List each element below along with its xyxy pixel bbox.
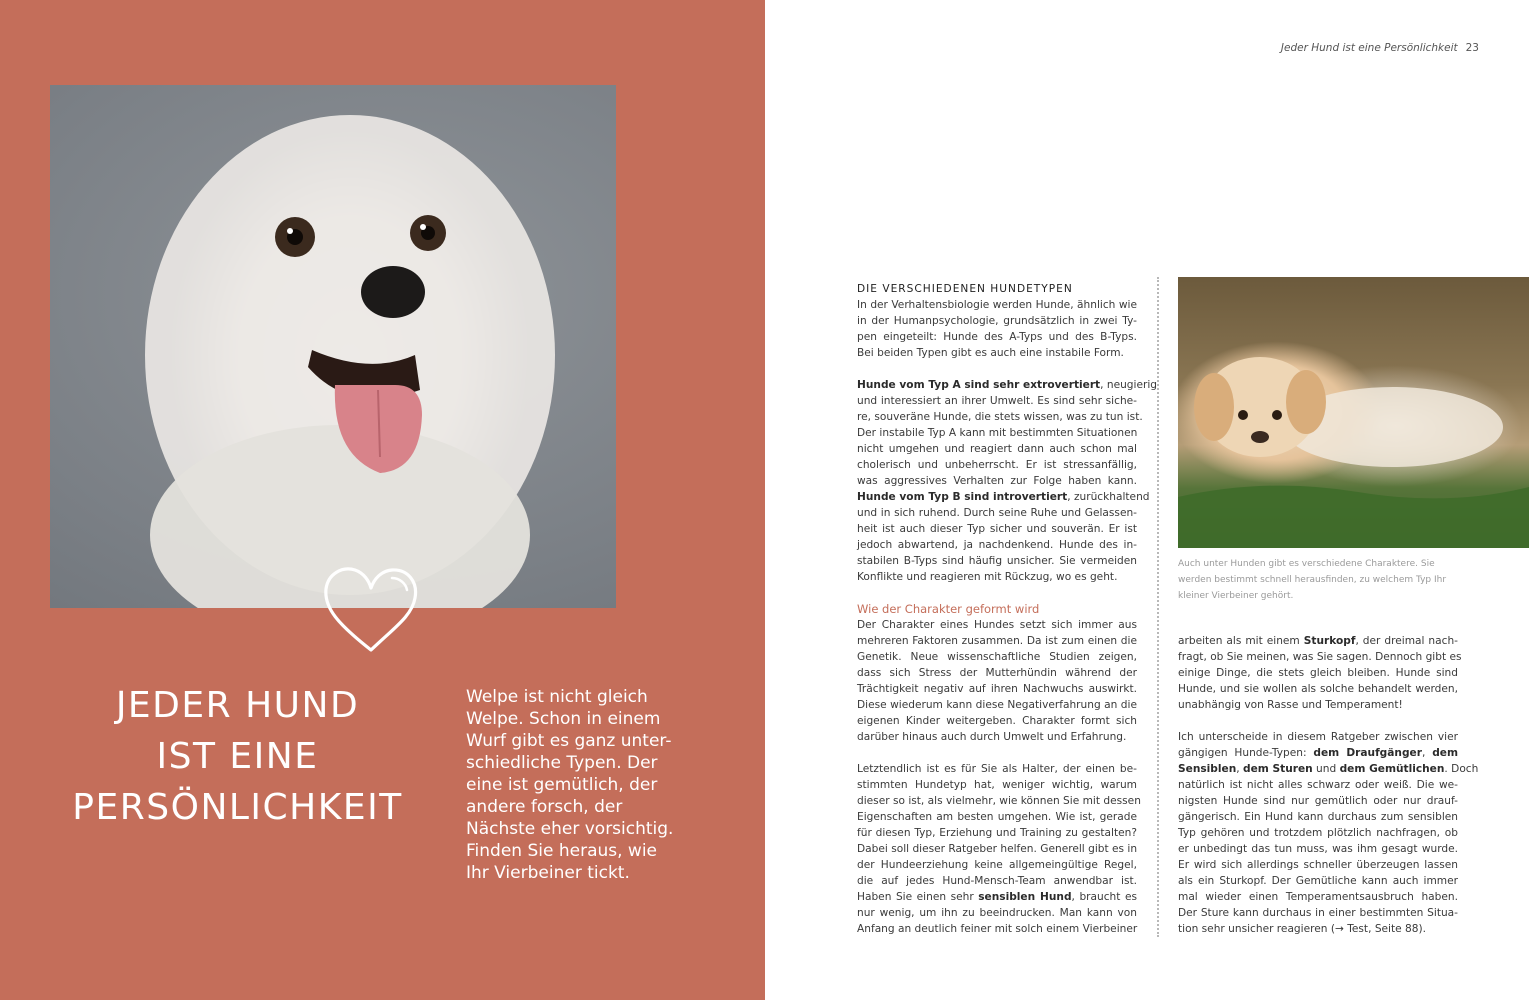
text-line: nur wenig, um ihn zu beeindrucken. Man kann von [857,907,1137,919]
bold-term: Sensiblen [1178,763,1237,775]
subheading: Wie der Charakter geformt wird [857,602,1040,616]
text-line: Letztendlich ist es für Sie als Halter, der einen be- [857,763,1137,775]
text-fragment: und [1312,763,1340,775]
text-line [1178,745,1458,761]
text-line: natürlich ist nicht alles schwarz oder weiß. Die we- [1178,779,1458,791]
text-line: Eigenschaften am besten umgehen. Wie ist, gerade [857,811,1137,823]
text-line: tion sehr unsicher reagieren (→ Test, Seite 88). [1178,923,1427,935]
puppy-face-icon [1178,277,1529,548]
text-line: die auf jedes Hund-Mensch-Team anwendbar ist. [857,875,1137,887]
text-line: für diesen Typ, Erziehung und Training zu gestalten? [857,827,1137,839]
running-header-title: Jeder Hund ist eine Persönlichkeit [1280,42,1458,54]
text-line [857,377,1158,393]
text-line: dieser so ist, als vielmehr, wie können Sie mit dessen [857,795,1141,807]
text-line: mehreren Faktoren zusammen. Da ist zum einen die [857,635,1137,647]
text-line: was aggressives Verhalten zur Folge haben kann. [857,475,1137,487]
text-line: dass sich Stress der Mutterhündin während der [857,667,1137,679]
bold-term: dem Draufgänger [1313,747,1422,759]
headline-line: JEDER HUND [115,685,360,726]
text-fragment: , [1236,763,1243,775]
intro-line: eine ist gemütlich, der [466,775,658,795]
text-line: er unbedingt das tun muss, was ihm gesagt wurde. [1178,843,1458,855]
intro-text [466,686,696,884]
text-line [857,489,1150,505]
text-line: stimmten Hundetyp hat, weniger wichtig, warum [857,779,1137,791]
intro-line: Finden Sie heraus, wie [466,841,658,861]
headline-line: PERSÖNLICHKEIT [72,787,403,828]
bold-term: Hunde vom Typ B sind introvertiert [857,491,1068,503]
intro-line: andere forsch, der [466,797,623,817]
text-line: stabilen B-Typs sind häufig unsicher. Sie vermeiden [857,555,1137,567]
text-line: und interessiert an ihrer Umwelt. Es sind sehr siche- [857,395,1137,407]
text-fragment: , neugierig [1100,379,1158,391]
bold-term: dem Gemütlichen [1339,763,1445,775]
text-line: re, souveräne Hunde, die stets wissen, was zu tun ist. [857,411,1143,423]
text-line: als ein Sturkopf. Der Gemütliche kann auch immer [1178,875,1458,887]
text-line: gängerisch. Ein Hund kann durchaus zum sensiblen [1178,811,1458,823]
text-line: in der Humanpsychologie, grundsätzlich in zwei Ty- [857,315,1137,327]
right-page [765,0,1529,1000]
text-line: Ich unterscheide in diesem Ratgeber zwischen vier [1178,731,1458,743]
text-line [1178,633,1458,649]
bold-term: dem Sturen [1243,763,1313,775]
text-line: Hunde, und sie wollen als solche behandelt werden, [1178,683,1458,695]
text-fragment: arbeiten als mit einem [1178,635,1304,647]
intro-line: schiedliche Typen. Der [466,753,658,773]
text-column-left [857,281,1158,937]
dotted-column-divider [1157,277,1159,937]
dog-face-icon [50,85,616,608]
section-title: DIE VERSCHIEDENEN HUNDETYPEN [857,283,1073,295]
bold-term: Hunde vom Typ A sind sehr extrovertiert [857,379,1101,391]
text-line: Der instabile Typ A kann mit bestimmten Situationen [857,427,1138,439]
intro-line: Ihr Vierbeiner tickt. [466,863,630,883]
photo-caption [1178,556,1478,604]
page-number: 23 [1465,42,1479,54]
bold-term: sensiblen Hund [978,891,1072,903]
text-line: jedoch abwartend, ja nachdenkend. Hunde des in- [857,539,1137,551]
text-line: Bei beiden Typen gibt es auch eine instabile Form. [857,347,1124,359]
text-line: mal wieder einen Temperamentsausbruch haben. [1178,891,1458,903]
text-fragment: gängigen Hunde-Typen: [1178,747,1314,759]
caption-line: werden bestimmt schnell herausfinden, zu welchem Typ Ihr [1178,575,1447,585]
text-line: Genetik. Neue wissenschaftliche Studien zeigen, [857,651,1137,663]
text-line: Der Charakter eines Hundes setzt sich immer aus [857,619,1137,631]
text-line: unabhängig von Rasse und Temperament! [1178,699,1403,711]
text-line: In der Verhaltensbiologie werden Hunde, ähnlich wie [857,299,1137,311]
intro-line: Wurf gibt es ganz unter- [466,731,672,751]
headline-line: IST EINE [156,736,319,777]
caption-line: kleiner Vierbeiner gehört. [1178,591,1294,601]
heart-icon [318,562,424,654]
text-fragment: Haben Sie einen sehr [857,891,979,903]
text-line: Dabei soll dieser Ratgeber helfen. Generell gibt es in [857,843,1138,855]
puppy-photo [1178,277,1529,548]
text-line: pen eingeteilt: Hunde des A-Typs und des B-Typs. [857,331,1137,343]
text-fragment: , [1421,747,1433,759]
text-line: Typ gehören und trotzdem plötzlich nachfragen, ob [1178,827,1458,839]
text-line: cholerisch und unbeherrscht. Er ist stressanfällig, [857,459,1137,471]
white-dog-photo [50,85,616,608]
text-line: der Hundeerziehung keine allgemeingültige Regel, [857,859,1137,871]
text-line: nigsten Hunde sind nur gemütlich oder nur drauf- [1178,795,1458,807]
text-line: und in sich ruhend. Durch seine Ruhe und Gelassen- [857,507,1137,519]
text-line [1178,761,1479,777]
text-line: fragt, ob Sie meinen, was Sie sagen. Dennoch gibt es [1178,651,1462,663]
text-column-right [1178,633,1479,937]
text-line: heit ist auch dieser Typ sicher und souverän. Er ist [857,523,1137,535]
text-line: Er wird sich allerdings schneller überzeugen lassen [1178,859,1458,871]
text-line: einige Dinge, die stets gleich bleiben. Hunde sind [1178,667,1458,679]
text-line [857,889,1137,905]
bold-term: Sturkopf [1303,635,1356,647]
text-line: eigenen Kinder weitergeben. Charakter formt sich [857,715,1137,727]
text-line: Anfang an deutlich feiner mit solch einem Vierbeiner [857,923,1138,935]
text-fragment: , braucht es [1071,891,1137,903]
text-fragment: . Doch [1444,763,1479,775]
intro-line: Welpe ist nicht gleich [466,687,648,707]
text-line: nicht umgehen und reagiert dann auch schon mal [857,443,1137,455]
text-fragment: , der dreimal nach- [1355,635,1458,647]
text-line: Konflikte und reagieren mit Rückzug, wo es geht. [857,571,1118,583]
text-line: darüber hinaus auch durch Umwelt und Erfahrung. [857,731,1127,743]
text-line: Der Sture kann durchaus in einer bestimmten Situa- [1178,907,1458,919]
caption-line: Auch unter Hunden gibt es verschiedene Charaktere. Sie [1178,559,1435,569]
bold-term: dem [1432,747,1458,759]
text-line: Diese wiederum kann diese Negativerfahrung an die [857,699,1137,711]
text-line: Trächtigkeit negativ auf ihren Nachwuchs auswirkt. [857,683,1137,695]
intro-line: Welpe. Schon in einem [466,709,661,729]
headline [40,680,435,833]
running-header [1281,42,1479,54]
text-fragment: , zurückhaltend [1067,491,1150,503]
intro-line: Nächste eher vorsichtig. [466,819,674,839]
